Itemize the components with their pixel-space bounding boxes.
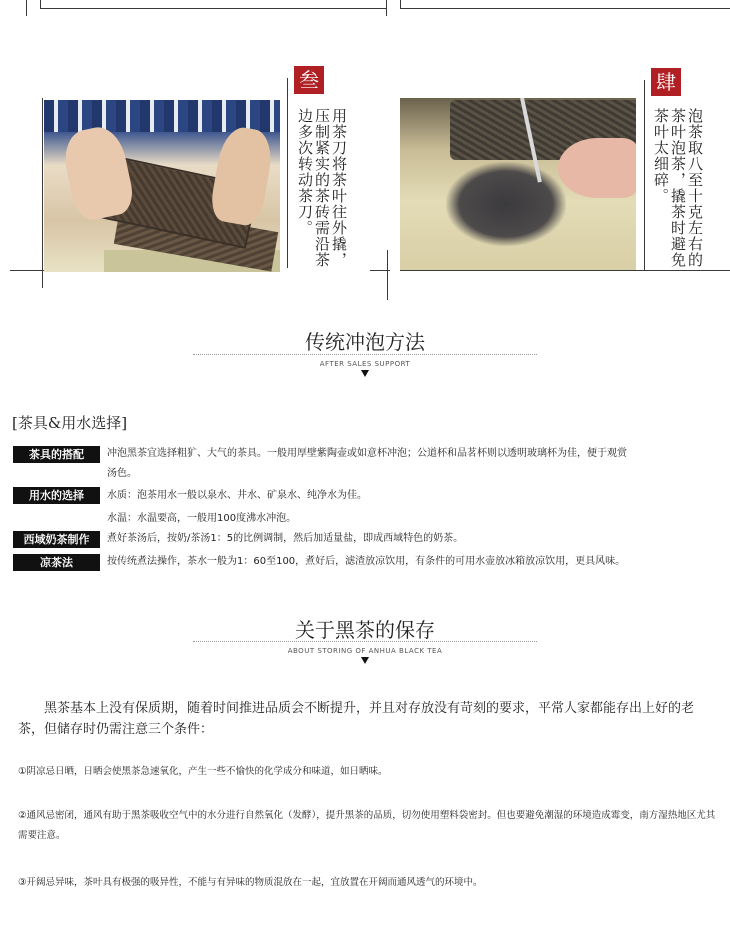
desc-line: 煮好茶汤后，按奶/茶汤1：5的比例调制，然后加适量盐，即成西域特色的奶茶。 [107,533,464,544]
photo-detail [208,124,276,228]
section-subtitle: ABOUT STORING OF ANHUA BLACK TEA [287,647,443,655]
desc-line: 水温：水温要高，一般用100度沸水冲泡。 [107,513,297,524]
storage-note: ②通风忌密闭，通风有助于黑茶吸收空气中的水分进行自然氧化（发酵），提升黑茶的品质，切勿使用塑料袋密封。但也要避免潮湿的环境造成霉变，南方湿热地区尤其需要注意。 [18,810,716,841]
storage-note: ①阴凉忌日晒，日晒会使黑茶急速氧化，产生一些不愉快的化学成分和味道，如日晒味。 [18,766,388,777]
divider-line [400,0,401,8]
section-title: 关于黑茶的保存 [295,618,435,642]
divider-line [400,8,730,9]
divider-line [386,0,387,16]
step-badge: 肆 [651,68,681,96]
photo-detail [558,138,636,198]
section-title: 传统冲泡方法 [305,330,425,354]
label-teaware: 茶具的搭配 [13,446,100,463]
section-subtitle: AFTER SALES SUPPORT [319,360,411,368]
divider-line [26,0,27,16]
storage-intro: 黑茶基本上没有保质期，随着时间推进品质会不断提升，并且对存放没有苛刻的要求，平常人家都能存出上好的老茶，但储存时仍需注意三个条件： [18,701,695,737]
desc-line: 汤色。 [107,468,137,479]
label-cold-tea: 凉茶法 [13,554,100,571]
frame-line [42,98,43,288]
frame-line [287,78,288,268]
step-text: 用茶刀将茶叶往外撬，压制紧实的茶砖需沿茶边多次转动茶刀。 [296,108,348,268]
photo-detail [59,123,136,224]
desc-line: 冲泡黑茶宜选择粗犷、大气的茶具。一般用厚壁紫陶壶或如意杯冲泡；公道杯和品茗杯则以透明玻璃杯为佳，便于观赏 [107,448,627,459]
arrow-down-icon [361,370,369,377]
frame-line [644,80,645,270]
divider-line [40,8,386,9]
label-water: 用水的选择 [13,487,100,504]
storage-note: ③开阔忌异味，茶叶具有极强的吸异性，不能与有异味的物质混放在一起，宜放置在开阔而通风透气的环境中。 [18,877,483,888]
desc-line: 按传统煮法操作，茶水一般为1：60至100，煮好后，滤渣放凉饮用，有条件的可用水壶放冰箱放凉饮用，更具风味。 [107,556,626,567]
step-text: 泡茶取八至十克左右的茶叶泡茶，撬茶时避免茶叶太细碎。 [652,108,704,268]
frame-line [400,270,730,271]
desc-line: 水质：泡茶用水一般以泉水、井水、矿泉水、纯净水为佳。 [107,490,367,501]
label-milk-tea: 西域奶茶制作 [13,531,100,548]
frame-line [387,250,388,300]
photo-detail [446,162,566,246]
divider-line [40,0,41,8]
arrow-down-icon [361,657,369,664]
step-badge: 叁 [294,66,324,94]
tea-leaves-photo [400,98,636,270]
tea-brick-photo [44,100,280,272]
dotted-rule [193,641,537,642]
subsection-heading: [茶具&用水选择] [12,414,128,432]
dotted-rule [193,354,537,355]
